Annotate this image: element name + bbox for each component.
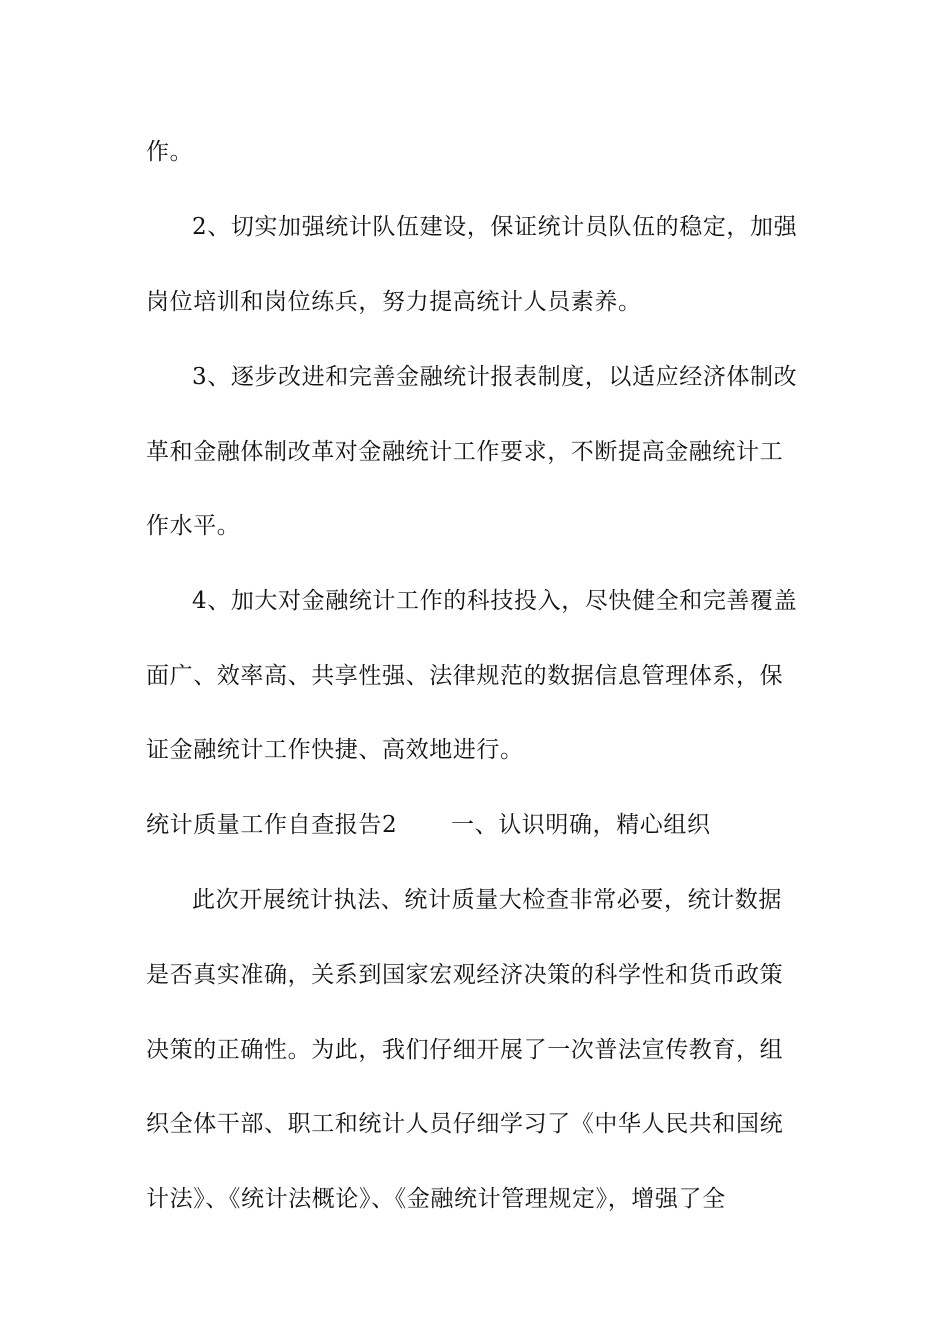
text-line: 证金融统计工作快捷、高效地进行。 — [146, 737, 524, 763]
text-line: 作。 — [146, 139, 194, 165]
text-line: 织全体干部、职工和统计人员仔细学习了《中华人民共和国统 — [146, 1111, 784, 1137]
text-line: 革和金融体制改革对金融统计工作要求，不断提高金融统计工 — [146, 439, 784, 465]
section-title: 统计质量工作自查报告2 — [146, 812, 398, 838]
paragraph-start: 3、逐步改进和完善金融统计报表制度，以适应经济体制改 — [192, 364, 798, 390]
paragraph-start: 此次开展统计执法、统计质量大检查非常必要，统计数据 — [192, 887, 782, 913]
text-line: 面广、效率高、共享性强、法律规范的数据信息管理体系，保 — [146, 663, 784, 689]
paragraph-start: 2、切实加强统计队伍建设，保证统计员队伍的稳定，加强 — [192, 214, 798, 240]
section-subtitle: 一、认识明确，精心组织 — [451, 812, 711, 838]
text-line: 计法》、《统计法概论》、《金融统计管理规定》，增强了全 — [146, 1186, 726, 1212]
text-line: 岗位培训和岗位练兵，努力提高统计人员素养。 — [146, 289, 642, 315]
paragraph-start: 4、加大对金融统计工作的科技投入，尽快健全和完善覆盖 — [192, 588, 798, 614]
text-line: 决策的正确性。为此，我们仔细开展了一次普法宣传教育，组 — [146, 1037, 784, 1063]
text-line: 作水平。 — [146, 513, 241, 539]
text-line: 是否真实准确，关系到国家宏观经济决策的科学性和货币政策 — [146, 962, 784, 988]
